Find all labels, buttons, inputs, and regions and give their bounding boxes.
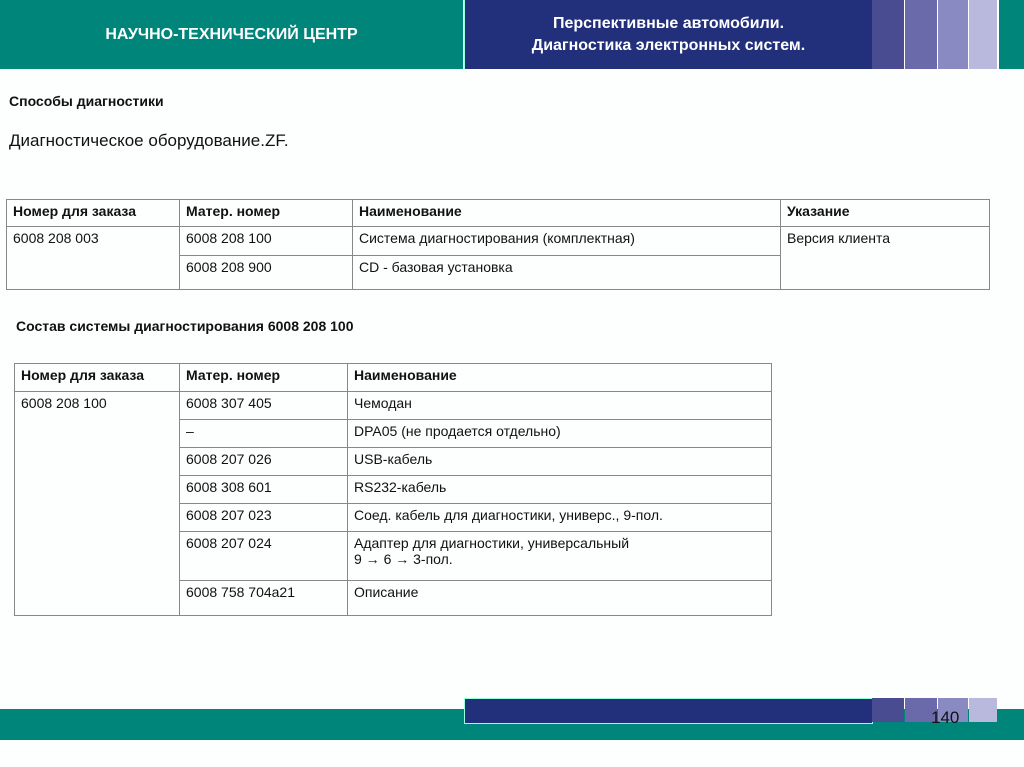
table2-title: Состав системы диагностирования 6008 208 100 [16,318,354,334]
material-number: 6008 758 704a21 [180,581,348,616]
col-header: Номер для заказа [15,364,180,392]
decor-square [872,698,904,722]
item-name: Система диагностирования (комплектная) [353,227,781,256]
item-name-line: 9 → 6 → 3-пол. [354,551,453,567]
equipment-table [6,199,990,290]
item-name: CD - базовая установка [353,256,781,290]
material-number: 6008 308 601 [180,476,348,504]
composition-table [14,363,772,616]
org-name: НАУЧНО-ТЕХНИЧЕСКИЙ ЦЕНТР [105,25,358,43]
decor-square [969,698,997,722]
order-number: 6008 208 003 [7,227,180,290]
material-number: 6008 207 024 [180,532,348,581]
subtitle: Диагностическое оборудование.ZF. [9,131,289,150]
col-header: Указание [781,200,990,227]
col-header: Матер. номер [180,200,353,227]
decor-square [905,0,937,69]
decor-square [999,0,1024,69]
item-name: RS232-кабель [348,476,772,504]
item-name: Описание [348,581,772,616]
item-name-line: Адаптер для диагностики, универсальный [354,535,630,551]
note: Версия клиента [781,227,990,290]
col-header: Номер для заказа [7,200,180,227]
order-number: 6008 208 100 [15,392,180,616]
col-header: Матер. номер [180,364,348,392]
header-title [464,0,872,69]
decor-square [969,0,997,69]
material-number: 6008 307 405 [180,392,348,420]
material-number: 6008 208 100 [180,227,353,256]
material-number: 6008 208 900 [180,256,353,290]
decor-square [872,0,904,69]
header-org [0,0,463,69]
title-line-1: Перспективные автомобили. [552,14,785,32]
item-name: DPA05 (не продается отдельно) [348,420,772,448]
section-title: Способы диагностики [9,93,164,109]
decor-square [938,0,968,69]
material-number: 6008 207 026 [180,448,348,476]
footer-bar [464,698,873,724]
material-number: – [180,420,348,448]
page-number: 140 [931,708,960,727]
table-row [15,392,772,420]
col-header: Наименование [348,364,772,392]
title-line-2: Диагностика электронных систем. [531,36,806,54]
item-name: Чемодан [348,392,772,420]
item-name: USB-кабель [348,448,772,476]
item-name: Соед. кабель для диагностики, универс., 9-пол. [348,504,772,532]
item-name [348,532,772,581]
col-header: Наименование [353,200,781,227]
material-number: 6008 207 023 [180,504,348,532]
